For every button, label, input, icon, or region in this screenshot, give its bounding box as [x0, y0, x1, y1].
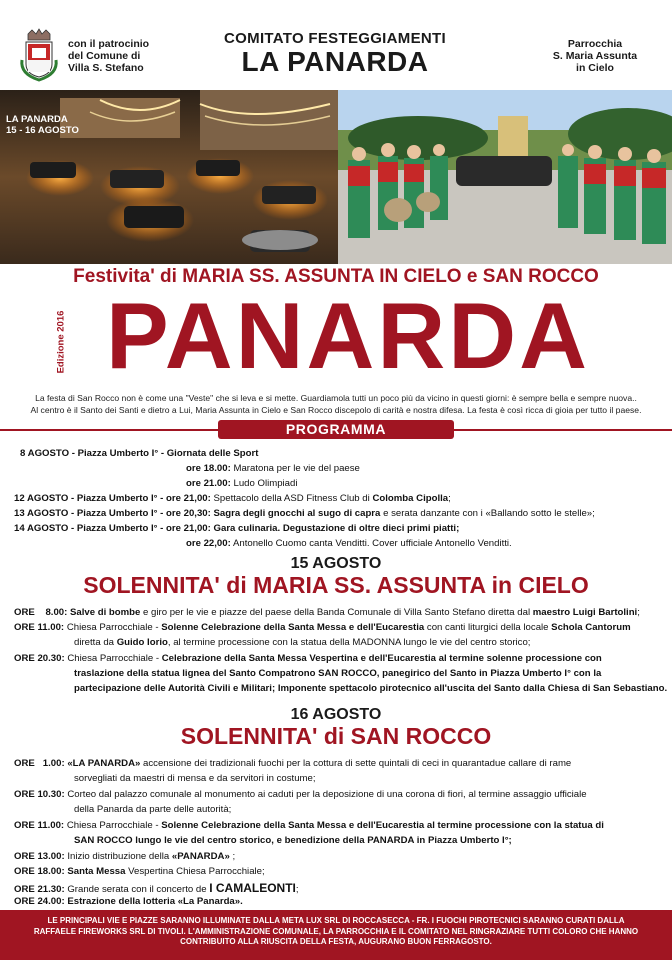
- program-row: [186, 478, 297, 489]
- event-row: [74, 683, 667, 694]
- event-time: ORE 11.00:: [14, 820, 65, 831]
- program-row-text: Maratona per le vie del paese: [233, 463, 360, 474]
- program-row-text: Ludo Olimpiadi: [233, 478, 298, 489]
- program-row: [14, 493, 451, 504]
- day15-date: 15 AGOSTO: [290, 555, 382, 572]
- event-row: [14, 820, 604, 831]
- event-highlight: Santa Messa: [67, 866, 126, 877]
- event-highlight: Celebrazione della Santa Messa Vespertina e dell'Eucarestia al termine solenne processione con: [161, 653, 602, 664]
- event-time: ORE 10.30:: [14, 789, 65, 800]
- intro-line: La festa di San Rocco non è come una "Veste" che si leva e si mette. Guardiamola tutti un poco più da vicino in questi giorni: è sempre bella e sempre nuova..: [35, 393, 637, 403]
- patronage-line: Villa S. Stefano: [68, 62, 144, 74]
- event-highlight: partecipazione delle Autorità Civili e Militari; Imponente spettacolo pirotecnico all'uscita del Santo dalla Chiesa di San Sebastiano.: [74, 683, 668, 694]
- intro-line: Al centro è il Santo dei Santi e dietro a Lui, Maria Assunta in Cielo e San Rocco discepolo di carità e nostra difesa. La festa è così ricca di gioia per tutto il paese.: [30, 405, 642, 415]
- committee-name: COMITATO FESTEGGIAMENTI: [224, 30, 446, 47]
- event-end: ;: [295, 884, 299, 895]
- event-row: [74, 773, 316, 784]
- edition-label: [54, 300, 68, 384]
- event-time: ORE 24.00:: [14, 896, 65, 907]
- event-row: [74, 668, 601, 679]
- day16-date: 16 AGOSTO: [290, 706, 382, 723]
- event-time: ORE 8.00:: [14, 607, 68, 618]
- parish-line: S. Maria Assunta: [552, 50, 638, 62]
- event-row: [14, 758, 571, 769]
- event-text: accensione dei tradizionali fuochi per la cottura di sette quintali di ceci in quarantadue callare di rame: [143, 758, 572, 769]
- event-row: [14, 622, 631, 633]
- event-highlight: Guido Iorio: [116, 637, 168, 648]
- event-row: [74, 835, 512, 846]
- patronage-line: con il patrocinio: [68, 38, 150, 50]
- festival-main-title: PANARDA: [105, 283, 591, 388]
- program-row-end: ;: [448, 493, 451, 504]
- event-row: [14, 789, 587, 800]
- event-time: ORE 11.00:: [14, 622, 65, 633]
- program-row: [186, 538, 512, 549]
- municipal-crest-icon: [18, 26, 60, 82]
- day16-title: SOLENNITA' di SAN ROCCO: [180, 723, 492, 749]
- event-row: [14, 607, 640, 618]
- footer-line: RAFFAELE FIREWORKS SRL DI TIVOLI. L'AMMINISTRAZIONE COMUNALE, LA PARROCCHIA E IL COMITATO NEL RINGRAZIARE TUTTI COLORO CHE HANNO: [33, 926, 639, 936]
- program-row-date: 14 AGOSTO - Piazza Umberto I° - ore 21,00:: [14, 523, 211, 534]
- header: [0, 0, 672, 88]
- servers-group-photo: [338, 90, 672, 264]
- footer-notice: [10, 916, 662, 948]
- program-row-time: ore 22,00:: [186, 538, 231, 549]
- event-row: [14, 653, 602, 664]
- event-row: [14, 896, 243, 907]
- event-time: ORE 1.00:: [14, 758, 65, 769]
- event-row: [14, 851, 235, 862]
- parish-note: [530, 38, 660, 74]
- event-highlight: «PANARDA»: [171, 851, 230, 862]
- event-highlight: Solenne Celebrazione della Santa Messa e dell'Eucarestia al termine processione con la statua di: [161, 820, 604, 831]
- photo-strip: [0, 90, 672, 264]
- event-text: , al termine processione con la statua della MADONNA lungo le vie del centro storico;: [167, 637, 531, 648]
- footer-line: CONTRIBUITO ALLA RIUSCITA DELLA FESTA, AUGURANO BUON FERRAGOSTO.: [180, 937, 492, 946]
- program-row: [14, 508, 595, 519]
- event-text: Chiesa Parrocchiale -: [67, 653, 160, 664]
- program-row-highlight: Sagra degli gnocchi al sugo di capra: [213, 508, 381, 519]
- event-time: ORE 20.30:: [14, 653, 65, 664]
- program-row-time: ore 21.00:: [186, 478, 231, 489]
- event-text: con canti liturgici della locale: [426, 622, 549, 633]
- program-row-highlight: Colomba Cipolla: [372, 493, 449, 504]
- event-row: [14, 881, 299, 895]
- program-row: [14, 523, 459, 534]
- program-row-text: e serata danzante con i «Ballando sotto le stelle»;: [383, 508, 595, 519]
- event-row: [74, 637, 530, 648]
- footer-line: LE PRINCIPALI VIE E PIAZZE SARANNO ILLUMINATE DALLA META LUX SRL DI ROCCASECCA - FR. I FUOCHI PIROTECNICI SARANNO CURATI DALLA: [47, 916, 625, 925]
- event-highlight: maestro Luigi Bartolini: [532, 607, 638, 618]
- event-text: Inizio distribuzione della: [67, 851, 170, 862]
- event-highlight: traslazione della statua lignea del Santo Compatrono SAN ROCCO, panegirico del Santo in Piazza Umberto I° con la: [74, 668, 602, 679]
- event-time: ORE 21.30:: [14, 884, 65, 895]
- event-text: Chiesa Parrocchiale -: [66, 622, 159, 633]
- event-text: Chiesa Parrocchiale -: [66, 820, 159, 831]
- event-text: diretta da: [74, 637, 115, 648]
- photo-caption-line: 15 - 16 AGOSTO: [6, 125, 79, 136]
- event-text: sorvegliati da maestri di mensa e da servitori in costume;: [74, 773, 316, 784]
- header-title: LA PANARDA: [241, 46, 429, 77]
- program-row-date: 12 AGOSTO - Piazza Umberto I° - ore 21,00:: [14, 493, 211, 504]
- program-row-time: ore 18.00:: [186, 463, 231, 474]
- event-end: ;: [637, 607, 640, 618]
- program-row-text: Antonello Cuomo canta Venditti. Cover ufficiale Antonello Venditti.: [232, 538, 512, 549]
- program-row-text: Spettacolo della ASD Fitness Club di: [213, 493, 370, 504]
- festival-subtitle: Festivita' di MARIA SS. ASSUNTA IN CIELO e SAN ROCCO: [73, 266, 599, 287]
- event-highlight: Salve di bombe: [70, 607, 141, 618]
- event-text: della Panarda da parte delle autorità;: [74, 804, 232, 815]
- event-text: Vespertina Chiesa Parrocchiale;: [128, 866, 265, 877]
- program-row-highlight: Gara culinaria. Degustazione di oltre dieci primi piatti;: [213, 523, 460, 534]
- parish-line: Parrocchia: [567, 38, 623, 50]
- edition-text: Edizione 2016: [55, 310, 67, 374]
- program-row: [20, 448, 258, 459]
- event-time: ORE 13.00:: [14, 851, 65, 862]
- event-text: Corteo dal palazzo comunale al monumento ai caduti per la deposizione di una corona di fiori, al termine assaggio ufficiale: [67, 789, 587, 800]
- event-row: [14, 866, 265, 877]
- event-row: [74, 804, 231, 815]
- parish-line: in Cielo: [576, 62, 614, 74]
- program-label: PROGRAMMA: [285, 421, 387, 437]
- photo-caption-line: LA PANARDA: [6, 114, 68, 125]
- event-highlight: SAN ROCCO lungo le vie del centro storico, e benedizione della PANARDA in Piazza Umberto I°;: [74, 835, 512, 846]
- program-row-date: 8 AGOSTO - Piazza Umberto I° - Giornata delle Sport: [20, 448, 259, 459]
- event-highlight: «LA PANARDA»: [67, 758, 141, 769]
- event-time: ORE 18.00:: [14, 866, 65, 877]
- event-text: e giro per le vie e piazze del paese della Banda Comunale di Villa Santo Stefano diretta dal: [143, 607, 531, 618]
- event-text: Grande serata con il concerto de: [67, 884, 207, 895]
- event-highlight: Solenne Celebrazione della Santa Messa e dell'Eucarestia: [161, 622, 425, 633]
- patronage-note: [68, 38, 149, 74]
- intro-paragraph: [16, 392, 656, 416]
- event-highlight: I CAMALEONTI: [209, 881, 296, 895]
- event-highlight: Estrazione della lotteria «La Panarda».: [67, 896, 243, 907]
- program-row-date: 13 AGOSTO - Piazza Umberto I° - ore 20,30:: [14, 508, 211, 519]
- photo-caption: [6, 114, 79, 136]
- event-highlight: Schola Cantorum: [551, 622, 631, 633]
- patronage-line: del Comune di: [68, 50, 141, 62]
- program-row: [186, 463, 360, 474]
- day15-title: SOLENNITA' di MARIA SS. ASSUNTA in CIELO: [83, 572, 589, 598]
- event-end: ;: [232, 851, 236, 862]
